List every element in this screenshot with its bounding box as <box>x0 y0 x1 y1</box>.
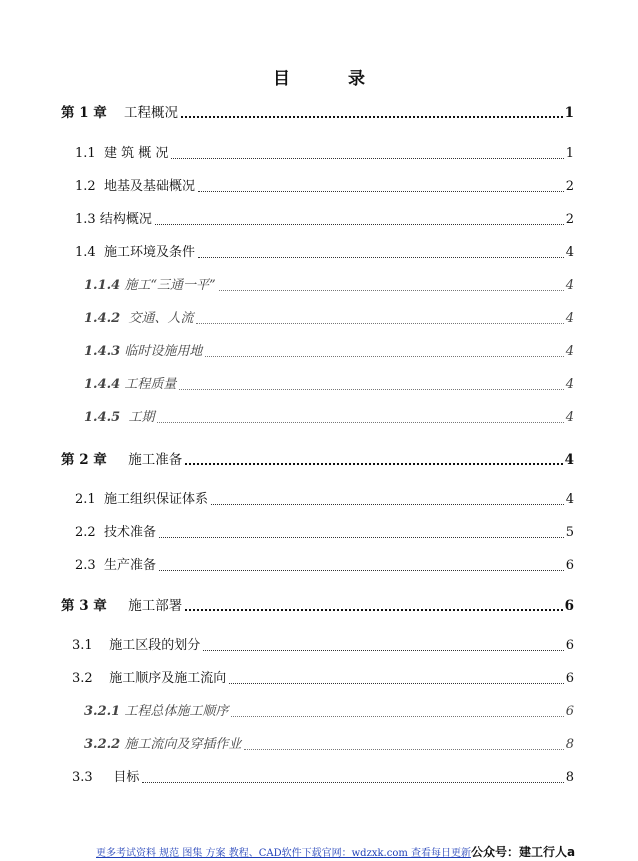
toc-entry-2-1[interactable] <box>75 490 574 510</box>
toc-entry-label: 工程质量 <box>120 377 177 392</box>
toc-entry-label: 技术准备 <box>95 525 156 540</box>
toc-entry-number: 1.4.2 <box>84 311 121 326</box>
dot-leader <box>142 782 563 783</box>
toc-entry-number: 1.4.5 <box>84 410 121 425</box>
toc-entry-1-4-5[interactable] <box>84 408 574 428</box>
footer-download-link[interactable]: 更多考试资料 规范 图集 方案 教程、CAD软件下载官网：wdzxk.com 查看每日更新 <box>96 848 471 859</box>
toc-entry-number: 2.2 <box>75 525 96 540</box>
toc-entry-3-3[interactable] <box>72 768 574 788</box>
toc-entry-1-4-2[interactable] <box>84 309 574 329</box>
toc-entry-page: 5 <box>565 525 574 540</box>
toc-entry-page: 6 <box>565 704 574 719</box>
toc-entry-label: 交通、人流 <box>120 311 194 326</box>
toc-entry-2-3[interactable] <box>75 556 574 576</box>
dot-leader <box>179 389 563 390</box>
toc-entry-page: 8 <box>565 737 574 752</box>
toc-entry-chapter-3[interactable] <box>61 596 574 616</box>
toc-entry-label: 施工流向及穿插作业 <box>120 737 242 752</box>
dot-leader <box>159 537 564 538</box>
toc-entry-number: 3.2.1 <box>84 704 121 719</box>
toc-entry-page: 6 <box>565 671 574 686</box>
toc-entry-number: 3.3 <box>72 770 93 785</box>
toc-entry-number: 2.3 <box>75 558 96 573</box>
toc-entry-number: 3.2.2 <box>84 737 121 752</box>
dot-leader <box>196 323 563 324</box>
toc-entry-page: 4 <box>565 377 574 392</box>
dot-leader <box>185 463 562 465</box>
toc-entry-number: 第 1 章 <box>61 105 107 121</box>
dot-leader <box>181 116 563 118</box>
toc-entry-number: 2.1 <box>75 492 96 507</box>
toc-entry-label: 建 筑 概 况 <box>95 146 169 161</box>
toc-entry-page: 4 <box>565 344 574 359</box>
toc-entry-label: 工程概况 <box>106 105 178 121</box>
dot-leader <box>231 716 563 717</box>
toc-entry-label: 生产准备 <box>95 558 156 573</box>
toc-entry-number: 1.4.3 <box>84 344 121 359</box>
toc-entry-1-1-4[interactable] <box>84 276 574 296</box>
toc-entry-page: 6 <box>565 638 574 653</box>
toc-entry-page: 4 <box>564 452 574 468</box>
dot-leader <box>198 191 564 192</box>
toc-entry-label: 临时设施用地 <box>120 344 203 359</box>
toc-entry-page: 8 <box>565 770 574 785</box>
footer-brand-text: 公众号：建工行人a <box>471 845 576 859</box>
toc-entry-label: 工程总体施工顺序 <box>120 704 229 719</box>
toc-title: 目 录 <box>273 69 391 89</box>
toc-entry-page: 4 <box>565 492 574 507</box>
toc-entry-label: 目标 <box>92 770 140 785</box>
toc-entry-number: 1.4.4 <box>84 377 121 392</box>
toc-entry-1-4-3[interactable] <box>84 342 574 362</box>
toc-entry-3-2-2[interactable] <box>84 735 574 755</box>
dot-leader <box>198 257 564 258</box>
toc-entry-page: 6 <box>565 558 574 573</box>
toc-entry-3-2-1[interactable] <box>84 702 574 722</box>
footer-banner <box>96 843 638 861</box>
toc-entry-1-2[interactable] <box>75 177 574 197</box>
toc-entry-label: 施工“三通一平” <box>120 278 216 293</box>
toc-entry-number: 1.1 <box>75 146 96 161</box>
toc-entry-page: 4 <box>565 245 574 260</box>
toc-entry-chapter-1[interactable] <box>61 103 574 123</box>
toc-entry-page: 4 <box>565 311 574 326</box>
toc-entry-page: 6 <box>564 598 574 614</box>
toc-entry-chapter-2[interactable] <box>61 450 574 470</box>
toc-entry-1-3[interactable] <box>75 210 574 230</box>
toc-entry-number: 3.1 <box>72 638 93 653</box>
toc-entry-page: 2 <box>565 179 574 194</box>
dot-leader <box>229 683 564 684</box>
toc-entry-label: 施工顺序及施工流向 <box>92 671 227 686</box>
dot-leader <box>205 356 563 357</box>
toc-entry-page: 1 <box>565 146 574 161</box>
toc-entry-label: 施工组织保证体系 <box>95 492 208 507</box>
toc-entry-label: 工期 <box>120 410 155 425</box>
toc-entry-page: 4 <box>565 410 574 425</box>
dot-leader <box>211 504 564 505</box>
toc-entry-1-1[interactable] <box>75 144 574 164</box>
toc-entry-page: 4 <box>565 278 574 293</box>
toc-entry-1-4[interactable] <box>75 243 574 263</box>
toc-entry-label: 结构概况 <box>95 212 152 227</box>
dot-leader <box>185 609 562 611</box>
dot-leader <box>203 650 564 651</box>
toc-entry-label: 施工准备 <box>106 452 183 468</box>
toc-entry-3-2[interactable] <box>72 669 574 689</box>
dot-leader <box>219 290 564 291</box>
toc-entry-number: 1.4 <box>75 245 96 260</box>
dot-leader <box>171 158 563 159</box>
toc-entry-number: 1.1.4 <box>84 278 121 293</box>
dot-leader <box>244 749 563 750</box>
toc-entry-page: 1 <box>564 105 574 121</box>
dot-leader <box>159 570 564 571</box>
toc-entry-label: 地基及基础概况 <box>95 179 195 194</box>
toc-entry-page: 2 <box>565 212 574 227</box>
toc-entry-1-4-4[interactable] <box>84 375 574 395</box>
dot-leader <box>157 422 563 423</box>
toc-entry-number: 1.3 <box>75 212 96 227</box>
dot-leader <box>155 224 564 225</box>
toc-entry-number: 第 3 章 <box>61 598 107 614</box>
toc-entry-number: 3.2 <box>72 671 93 686</box>
toc-entry-label: 施工区段的划分 <box>92 638 201 653</box>
toc-entry-label: 施工环境及条件 <box>95 245 195 260</box>
toc-entry-2-2[interactable] <box>75 523 574 543</box>
toc-entry-3-1[interactable] <box>72 636 574 656</box>
toc-entry-number: 第 2 章 <box>61 452 107 468</box>
toc-entry-number: 1.2 <box>75 179 96 194</box>
toc-entry-label: 施工部署 <box>106 598 183 614</box>
